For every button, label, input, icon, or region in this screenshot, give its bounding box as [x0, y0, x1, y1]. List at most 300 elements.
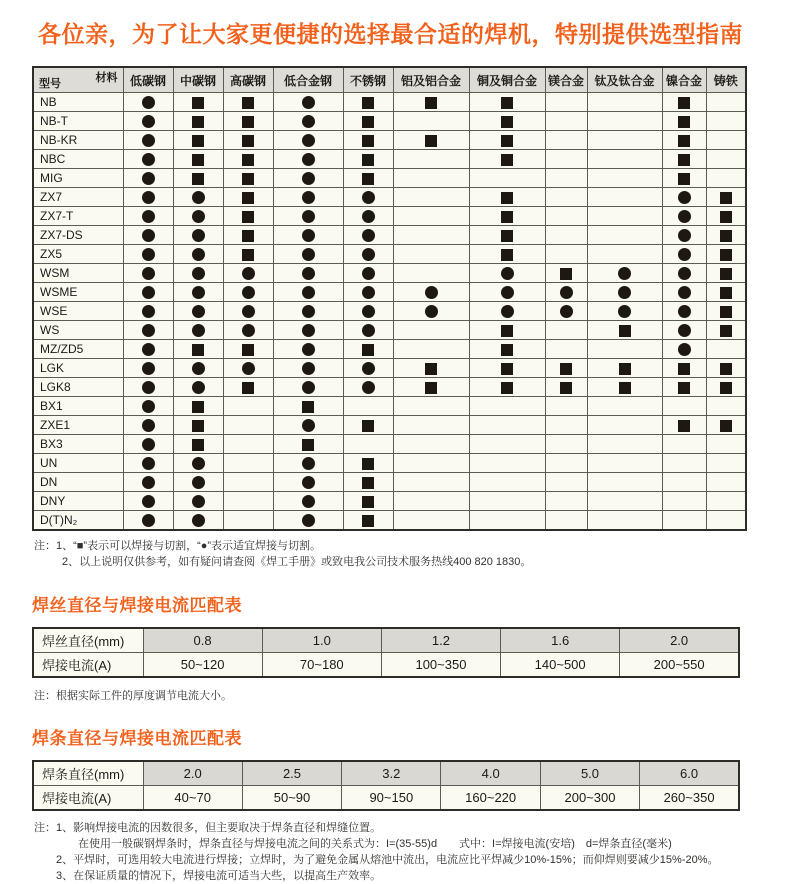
- capable-square-icon: [678, 116, 690, 128]
- mark-cell: [706, 302, 746, 321]
- empty-cell: [706, 492, 746, 511]
- rod-current-value: 50~90: [242, 786, 341, 811]
- suitable-circle-icon: [362, 267, 375, 280]
- capable-square-icon: [720, 306, 732, 318]
- empty-cell: [223, 397, 273, 416]
- capable-square-icon: [501, 344, 513, 356]
- empty-cell: [343, 397, 393, 416]
- suitable-circle-icon: [192, 362, 205, 375]
- mark-cell: [173, 302, 223, 321]
- suitable-circle-icon: [560, 305, 573, 318]
- model-name: BX1: [33, 397, 123, 416]
- empty-cell: [706, 340, 746, 359]
- suitable-circle-icon: [560, 286, 573, 299]
- mark-cell: [469, 112, 545, 131]
- empty-cell: [545, 188, 587, 207]
- suitable-circle-icon: [618, 286, 631, 299]
- mark-cell: [343, 245, 393, 264]
- capable-square-icon: [720, 249, 732, 261]
- mark-cell: [343, 169, 393, 188]
- mark-cell: [173, 93, 223, 112]
- model-name: WSME: [33, 283, 123, 302]
- material-header: 钛及钛合金: [587, 67, 662, 93]
- mark-cell: [123, 321, 173, 340]
- mark-cell: [273, 207, 343, 226]
- empty-cell: [587, 340, 662, 359]
- selection-row: [33, 321, 746, 340]
- mark-cell: [123, 112, 173, 131]
- empty-cell: [545, 321, 587, 340]
- mark-cell: [706, 416, 746, 435]
- selection-table-notes: [34, 538, 791, 570]
- page-title: 各位亲，为了让大家更便捷的选择最合适的焊机，特别提供选型指南: [38, 21, 743, 47]
- empty-cell: [545, 454, 587, 473]
- corner-header-cell: [33, 67, 123, 93]
- rod-current-label: 焊接电流(A): [33, 786, 143, 811]
- mark-cell: [469, 245, 545, 264]
- capable-square-icon: [242, 382, 254, 394]
- mark-cell: [223, 340, 273, 359]
- empty-cell: [393, 169, 469, 188]
- wire-diameter-value: 0.8: [143, 628, 262, 653]
- suitable-circle-icon: [302, 514, 315, 527]
- empty-cell: [545, 245, 587, 264]
- empty-cell: [587, 131, 662, 150]
- mark-cell: [123, 454, 173, 473]
- capable-square-icon: [192, 173, 204, 185]
- mark-cell: [273, 264, 343, 283]
- mark-cell: [123, 492, 173, 511]
- mark-cell: [173, 492, 223, 511]
- suitable-circle-icon: [242, 362, 255, 375]
- mark-cell: [223, 378, 273, 397]
- mark-cell: [469, 188, 545, 207]
- capable-square-icon: [678, 382, 690, 394]
- empty-cell: [393, 264, 469, 283]
- capable-square-icon: [720, 192, 732, 204]
- capable-square-icon: [425, 135, 437, 147]
- page: [0, 16, 791, 882]
- suitable-circle-icon: [142, 343, 155, 356]
- wire-current-row: [33, 653, 739, 678]
- capable-square-icon: [192, 97, 204, 109]
- capable-square-icon: [501, 363, 513, 375]
- suitable-circle-icon: [302, 267, 315, 280]
- empty-cell: [587, 492, 662, 511]
- empty-cell: [706, 131, 746, 150]
- mark-cell: [469, 264, 545, 283]
- selection-row: [33, 340, 746, 359]
- empty-cell: [469, 435, 545, 454]
- capable-square-icon: [425, 382, 437, 394]
- rod-diameter-value: 5.0: [540, 761, 639, 786]
- mark-cell: [343, 302, 393, 321]
- mark-cell: [173, 112, 223, 131]
- mark-cell: [662, 93, 706, 112]
- capable-square-icon: [362, 496, 374, 508]
- selection-row: [33, 169, 746, 188]
- mark-cell: [273, 340, 343, 359]
- capable-square-icon: [501, 249, 513, 261]
- mark-cell: [393, 302, 469, 321]
- capable-square-icon: [362, 458, 374, 470]
- note-line: 2、以上说明仅供参考，如有疑问请查阅《焊工手册》或致电我公司技术服务热线400 820 1830。: [62, 556, 532, 568]
- capable-square-icon: [192, 135, 204, 147]
- mark-cell: [343, 131, 393, 150]
- model-name: LGK: [33, 359, 123, 378]
- suitable-circle-icon: [302, 210, 315, 223]
- empty-cell: [469, 169, 545, 188]
- mark-cell: [123, 302, 173, 321]
- suitable-circle-icon: [142, 191, 155, 204]
- material-header: 镍合金: [662, 67, 706, 93]
- mark-cell: [273, 226, 343, 245]
- empty-cell: [706, 511, 746, 531]
- model-name: LGK8: [33, 378, 123, 397]
- model-name: ZX7-DS: [33, 226, 123, 245]
- mark-cell: [343, 511, 393, 531]
- mark-cell: [545, 359, 587, 378]
- mark-cell: [706, 321, 746, 340]
- mark-cell: [223, 264, 273, 283]
- suitable-circle-icon: [302, 343, 315, 356]
- mark-cell: [343, 378, 393, 397]
- empty-cell: [545, 511, 587, 531]
- rod-diameter-value: 6.0: [640, 761, 739, 786]
- empty-cell: [587, 435, 662, 454]
- mark-cell: [662, 112, 706, 131]
- suitable-circle-icon: [302, 362, 315, 375]
- empty-cell: [706, 397, 746, 416]
- empty-cell: [393, 397, 469, 416]
- empty-cell: [587, 207, 662, 226]
- mark-cell: [545, 264, 587, 283]
- capable-square-icon: [362, 477, 374, 489]
- model-name: NB-T: [33, 112, 123, 131]
- mark-cell: [393, 131, 469, 150]
- capable-square-icon: [560, 382, 572, 394]
- mark-cell: [343, 207, 393, 226]
- capable-square-icon: [192, 154, 204, 166]
- rod-current-row: [33, 786, 739, 811]
- suitable-circle-icon: [192, 248, 205, 261]
- capable-square-icon: [192, 439, 204, 451]
- suitable-circle-icon: [362, 210, 375, 223]
- mark-cell: [173, 378, 223, 397]
- mark-cell: [223, 131, 273, 150]
- rod-current-value: 40~70: [143, 786, 242, 811]
- suitable-circle-icon: [302, 172, 315, 185]
- suitable-circle-icon: [192, 457, 205, 470]
- capable-square-icon: [720, 325, 732, 337]
- wire-table-note: 注：根据实际工件的厚度调节电流大小。: [34, 690, 232, 702]
- selection-row: [33, 226, 746, 245]
- suitable-circle-icon: [362, 229, 375, 242]
- selection-row: [33, 416, 746, 435]
- empty-cell: [706, 112, 746, 131]
- mark-cell: [273, 112, 343, 131]
- suitable-circle-icon: [362, 324, 375, 337]
- mark-cell: [706, 207, 746, 226]
- model-name: BX3: [33, 435, 123, 454]
- capable-square-icon: [501, 382, 513, 394]
- wire-diameter-value: 1.0: [262, 628, 381, 653]
- mark-cell: [662, 169, 706, 188]
- capable-square-icon: [619, 325, 631, 337]
- capable-square-icon: [242, 344, 254, 356]
- mark-cell: [223, 188, 273, 207]
- suitable-circle-icon: [302, 457, 315, 470]
- capable-square-icon: [302, 401, 314, 413]
- empty-cell: [393, 226, 469, 245]
- empty-cell: [587, 473, 662, 492]
- empty-cell: [587, 112, 662, 131]
- empty-cell: [469, 454, 545, 473]
- mark-cell: [223, 283, 273, 302]
- capable-square-icon: [192, 420, 204, 432]
- rod-diameter-current-table: [32, 760, 740, 811]
- mark-cell: [662, 188, 706, 207]
- empty-cell: [545, 435, 587, 454]
- mark-cell: [343, 340, 393, 359]
- mark-cell: [123, 131, 173, 150]
- model-name: ZXE1: [33, 416, 123, 435]
- wire-diameter-current-table: [32, 627, 740, 678]
- capable-square-icon: [362, 344, 374, 356]
- empty-cell: [587, 93, 662, 112]
- empty-cell: [662, 511, 706, 531]
- capable-square-icon: [560, 363, 572, 375]
- capable-square-icon: [362, 116, 374, 128]
- rod-diameter-value: 3.2: [342, 761, 441, 786]
- mark-cell: [469, 93, 545, 112]
- mark-cell: [173, 283, 223, 302]
- capable-square-icon: [501, 154, 513, 166]
- mark-cell: [223, 302, 273, 321]
- mark-cell: [706, 188, 746, 207]
- mark-cell: [662, 321, 706, 340]
- model-name: NBC: [33, 150, 123, 169]
- suitable-circle-icon: [142, 476, 155, 489]
- mark-cell: [223, 93, 273, 112]
- mark-cell: [273, 283, 343, 302]
- wire-current-value: 100~350: [381, 653, 500, 678]
- suitable-circle-icon: [302, 115, 315, 128]
- mark-cell: [273, 397, 343, 416]
- suitable-circle-icon: [302, 324, 315, 337]
- suitable-circle-icon: [242, 324, 255, 337]
- selection-row: [33, 359, 746, 378]
- mark-cell: [273, 359, 343, 378]
- capable-square-icon: [242, 230, 254, 242]
- empty-cell: [393, 340, 469, 359]
- suitable-circle-icon: [425, 286, 438, 299]
- model-name: WSE: [33, 302, 123, 321]
- mark-cell: [706, 245, 746, 264]
- selection-row: [33, 112, 746, 131]
- capable-square-icon: [362, 173, 374, 185]
- suitable-circle-icon: [142, 305, 155, 318]
- capable-square-icon: [501, 97, 513, 109]
- suitable-circle-icon: [362, 286, 375, 299]
- mark-cell: [343, 264, 393, 283]
- mark-cell: [173, 245, 223, 264]
- empty-cell: [545, 397, 587, 416]
- mark-cell: [223, 169, 273, 188]
- empty-cell: [662, 454, 706, 473]
- suitable-circle-icon: [142, 115, 155, 128]
- mark-cell: [662, 359, 706, 378]
- mark-cell: [123, 264, 173, 283]
- suitable-circle-icon: [242, 267, 255, 280]
- suitable-circle-icon: [142, 134, 155, 147]
- note-line: 3、在保证质量的情况下，焊接电流可适当大些，以提高生产效率。: [56, 870, 382, 882]
- suitable-circle-icon: [501, 305, 514, 318]
- mark-cell: [662, 340, 706, 359]
- mark-cell: [223, 150, 273, 169]
- model-name: DN: [33, 473, 123, 492]
- mark-cell: [343, 473, 393, 492]
- suitable-circle-icon: [302, 286, 315, 299]
- mark-cell: [469, 378, 545, 397]
- capable-square-icon: [192, 401, 204, 413]
- rod-table-notes: [34, 820, 791, 884]
- mark-cell: [173, 321, 223, 340]
- capable-square-icon: [720, 382, 732, 394]
- empty-cell: [223, 473, 273, 492]
- capable-square-icon: [242, 135, 254, 147]
- mark-cell: [273, 435, 343, 454]
- suitable-circle-icon: [142, 419, 155, 432]
- rod-table-title: 焊条直径与焊接电流匹配表: [32, 729, 242, 748]
- mark-cell: [587, 302, 662, 321]
- empty-cell: [223, 492, 273, 511]
- note-line: 注：1、影响焊接电流的因数很多，但主要取决于焊条直径和焊缝位置。: [34, 822, 382, 834]
- suitable-circle-icon: [192, 305, 205, 318]
- wire-current-value: 50~120: [143, 653, 262, 678]
- mark-cell: [273, 473, 343, 492]
- selection-row: [33, 188, 746, 207]
- capable-square-icon: [302, 439, 314, 451]
- mark-cell: [173, 226, 223, 245]
- suitable-circle-icon: [678, 305, 691, 318]
- wire-table-title: 焊丝直径与焊接电流匹配表: [32, 596, 242, 615]
- empty-cell: [469, 416, 545, 435]
- selection-row: [33, 492, 746, 511]
- empty-cell: [545, 150, 587, 169]
- suitable-circle-icon: [302, 248, 315, 261]
- model-name: ZX7-T: [33, 207, 123, 226]
- mark-cell: [706, 264, 746, 283]
- mark-cell: [123, 150, 173, 169]
- mark-cell: [587, 283, 662, 302]
- model-name: UN: [33, 454, 123, 473]
- mark-cell: [393, 93, 469, 112]
- mark-cell: [469, 359, 545, 378]
- suitable-circle-icon: [302, 381, 315, 394]
- suitable-circle-icon: [142, 514, 155, 527]
- mark-cell: [587, 321, 662, 340]
- suitable-circle-icon: [302, 229, 315, 242]
- empty-cell: [587, 150, 662, 169]
- capable-square-icon: [242, 249, 254, 261]
- capable-square-icon: [425, 97, 437, 109]
- empty-cell: [587, 511, 662, 531]
- suitable-circle-icon: [362, 191, 375, 204]
- mark-cell: [223, 112, 273, 131]
- mark-cell: [123, 245, 173, 264]
- mark-cell: [273, 169, 343, 188]
- wire-current-label: 焊接电流(A): [33, 653, 143, 678]
- mark-cell: [273, 302, 343, 321]
- suitable-circle-icon: [142, 96, 155, 109]
- empty-cell: [393, 511, 469, 531]
- mark-cell: [123, 511, 173, 531]
- selection-row: [33, 150, 746, 169]
- suitable-circle-icon: [192, 210, 205, 223]
- capable-square-icon: [501, 211, 513, 223]
- wire-current-value: 70~180: [262, 653, 381, 678]
- mark-cell: [343, 359, 393, 378]
- rod-diameter-value: 2.0: [143, 761, 242, 786]
- mark-cell: [123, 359, 173, 378]
- capable-square-icon: [678, 363, 690, 375]
- material-header: 低合金钢: [273, 67, 343, 93]
- empty-cell: [545, 492, 587, 511]
- capable-square-icon: [501, 116, 513, 128]
- suitable-circle-icon: [501, 286, 514, 299]
- suitable-circle-icon: [362, 362, 375, 375]
- suitable-circle-icon: [192, 324, 205, 337]
- mark-cell: [273, 492, 343, 511]
- empty-cell: [393, 492, 469, 511]
- mark-cell: [469, 131, 545, 150]
- mark-cell: [587, 359, 662, 378]
- empty-cell: [706, 169, 746, 188]
- suitable-circle-icon: [678, 229, 691, 242]
- empty-cell: [706, 473, 746, 492]
- empty-cell: [587, 226, 662, 245]
- model-name: WS: [33, 321, 123, 340]
- material-header: 铝及铝合金: [393, 67, 469, 93]
- mark-cell: [223, 245, 273, 264]
- model-name: NB: [33, 93, 123, 112]
- suitable-circle-icon: [192, 191, 205, 204]
- mark-cell: [273, 93, 343, 112]
- capable-square-icon: [720, 230, 732, 242]
- empty-cell: [343, 435, 393, 454]
- capable-square-icon: [192, 344, 204, 356]
- mark-cell: [273, 245, 343, 264]
- capable-square-icon: [242, 173, 254, 185]
- suitable-circle-icon: [142, 381, 155, 394]
- model-name: WSM: [33, 264, 123, 283]
- mark-cell: [706, 378, 746, 397]
- empty-cell: [223, 511, 273, 531]
- note-line: 在使用一般碳钢焊条时，焊条直径与焊接电流之间的关系式为：I=(35-55)d 式中：I=焊接电流(安培) d=焊条直径(毫米): [78, 838, 672, 850]
- mark-cell: [343, 150, 393, 169]
- mark-cell: [343, 283, 393, 302]
- material-header: 高碳钢: [223, 67, 273, 93]
- suitable-circle-icon: [142, 438, 155, 451]
- empty-cell: [662, 435, 706, 454]
- empty-cell: [393, 454, 469, 473]
- suitable-circle-icon: [362, 248, 375, 261]
- suitable-circle-icon: [618, 267, 631, 280]
- empty-cell: [587, 397, 662, 416]
- empty-cell: [587, 416, 662, 435]
- mark-cell: [173, 416, 223, 435]
